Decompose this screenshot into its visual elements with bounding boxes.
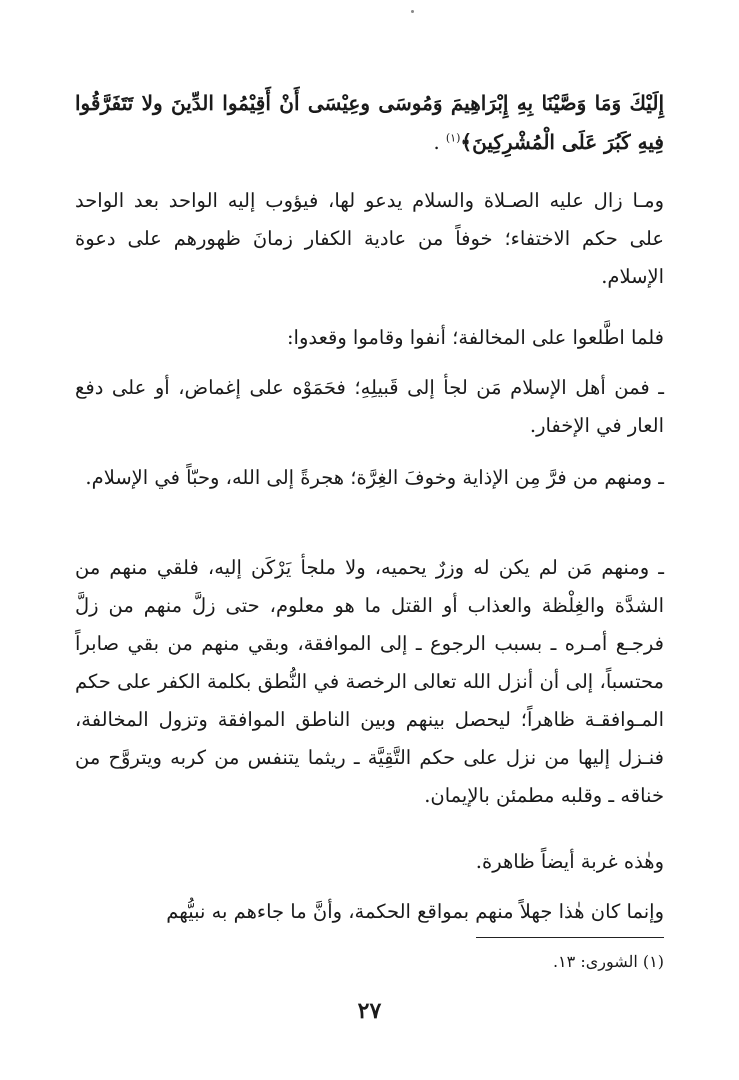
paragraph-tribal-protection: ـ فمن أهل الإسلام مَن لجأ إلى قَبيلِهِ؛ فحَمَوْه على إغماض، أو على دفع العار في الإخفار. (75, 376, 664, 437)
paragraph-persecution: ـ ومنهم مَن لم يكن له وزرٌ يحميه، ولا ملجأ يَرْكَن إليه، فلقي منهم من الشدَّة والغِلْظة والعذاب أو القتل ما هو معلوم، حتى زلَّ منهم من زلَّ فرجـع أمـره ـ بسبب الرجوع ـ إلى الموافقة، وبقي منهم من بقي صابراً محتسباً، إلى أن أنزل الله تعالى الرخصة في النُّطق بكلمة الكفر على حكم المـوافقـة ظاهراً؛ ليحصل بينهم وبين الناطق الموافقة وتزول المخالفة، فنـزل إليها من نزل على حكم التَّقِيَّة ـ ريثما يتنفس من كربه ويتروَّح من خناقه ـ وقلبه مطمئن بالإيمان. (75, 556, 664, 807)
verse-paragraph (75, 84, 664, 162)
footnote: (١) الشورى: ١٣. (552, 952, 664, 971)
ink-speck (411, 10, 414, 13)
paragraph-strangeness: وهٰذه غربة أيضاً ظاهرة. (475, 850, 664, 873)
quran-verse: إِلَيْكَ وَمَا وَصَّيْنَا بِهِ إِبْرَاهِيمَ وَمُوسَى وعِيْسَى أَنْ أَقِيْمُوا الدِّينَ ولا تَتَفَرَّقُوا فِيهِ كَبُرَ عَلَى الْمُشْرِكِينَ﴾ (75, 91, 664, 154)
footnote-reference: (١) (445, 131, 461, 145)
verse-end-punctuation: . (433, 131, 446, 154)
paragraph-ignorance: وإنما كان هٰذا جهلاً منهم بمواقع الحكمة، وأنَّ ما جاءهم به نبيُّهم (166, 900, 664, 923)
footnote-divider (476, 937, 664, 938)
paragraph-emigration: ـ ومنهم من فرَّ مِن الإذاية وخوفَ الغِرَّة؛ هجرةً إلى الله، وحبّاً في الإسلام. (85, 466, 664, 489)
paragraph-opposition: فلما اطَّلعوا على المخالفة؛ أنفوا وقاموا وقعدوا: (286, 326, 664, 349)
page-number: ٢٧ (357, 998, 382, 1024)
paragraph-call-to-islam: ومـا زال عليه الصـلاة والسلام يدعو لها، فيؤوب إليه الواحد بعد الواحد على حكم الاختفاء؛ خوفاً من عادية الكفار زمانَ ظهورهم على دعوة الإسلام. (75, 189, 664, 288)
